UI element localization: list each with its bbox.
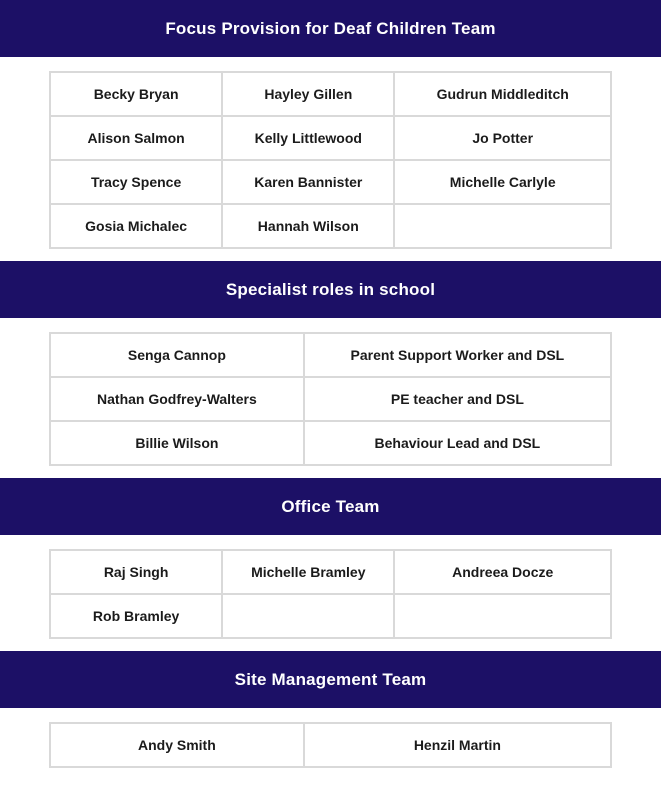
table-cell: Karen Bannister bbox=[222, 160, 394, 204]
table-row bbox=[50, 377, 611, 421]
table-cell: PE teacher and DSL bbox=[304, 377, 611, 421]
table-cell bbox=[222, 594, 394, 638]
table-cell: Kelly Littlewood bbox=[222, 116, 394, 160]
team-section bbox=[0, 478, 661, 639]
table-row bbox=[50, 550, 611, 594]
team-section bbox=[0, 261, 661, 466]
table-cell bbox=[394, 594, 611, 638]
table-cell: Becky Bryan bbox=[50, 72, 222, 116]
table-cell: Henzil Martin bbox=[304, 723, 611, 767]
table-row bbox=[50, 723, 611, 767]
table-cell: Michelle Carlyle bbox=[394, 160, 611, 204]
table-cell: Tracy Spence bbox=[50, 160, 222, 204]
table-row bbox=[50, 160, 611, 204]
team-table-body bbox=[50, 723, 611, 767]
table-cell: Raj Singh bbox=[50, 550, 222, 594]
table-row bbox=[50, 204, 611, 248]
section-header-band bbox=[0, 651, 661, 708]
table-cell: Parent Support Worker and DSL bbox=[304, 333, 611, 377]
section-header-band bbox=[0, 261, 661, 318]
section-title: Focus Provision for Deaf Children Team bbox=[165, 18, 496, 38]
table-cell: Nathan Godfrey-Walters bbox=[50, 377, 304, 421]
table-cell: Alison Salmon bbox=[50, 116, 222, 160]
team-table-body bbox=[50, 550, 611, 638]
table-cell bbox=[394, 204, 611, 248]
table-row bbox=[50, 333, 611, 377]
table-cell: Michelle Bramley bbox=[222, 550, 394, 594]
table-cell: Gosia Michalec bbox=[50, 204, 222, 248]
section-title: Site Management Team bbox=[234, 669, 427, 689]
team-table-body bbox=[50, 333, 611, 465]
team-table bbox=[49, 549, 612, 639]
team-table bbox=[49, 722, 612, 768]
table-cell: Andreea Docze bbox=[394, 550, 611, 594]
table-cell: Jo Potter bbox=[394, 116, 611, 160]
section-title: Specialist roles in school bbox=[225, 279, 436, 299]
team-table bbox=[49, 71, 612, 249]
table-cell: Hannah Wilson bbox=[222, 204, 394, 248]
section-title: Office Team bbox=[281, 496, 380, 516]
table-row bbox=[50, 421, 611, 465]
table-cell: Senga Cannop bbox=[50, 333, 304, 377]
table-row bbox=[50, 116, 611, 160]
table-cell: Behaviour Lead and DSL bbox=[304, 421, 611, 465]
team-section bbox=[0, 0, 661, 249]
table-cell: Gudrun Middleditch bbox=[394, 72, 611, 116]
table-cell: Andy Smith bbox=[50, 723, 304, 767]
table-cell: Billie Wilson bbox=[50, 421, 304, 465]
table-cell: Rob Bramley bbox=[50, 594, 222, 638]
table-cell: Hayley Gillen bbox=[222, 72, 394, 116]
team-table bbox=[49, 332, 612, 466]
section-header-band bbox=[0, 0, 661, 57]
team-table-body bbox=[50, 72, 611, 248]
table-row bbox=[50, 594, 611, 638]
table-row bbox=[50, 72, 611, 116]
section-header-band bbox=[0, 478, 661, 535]
team-section bbox=[0, 651, 661, 768]
